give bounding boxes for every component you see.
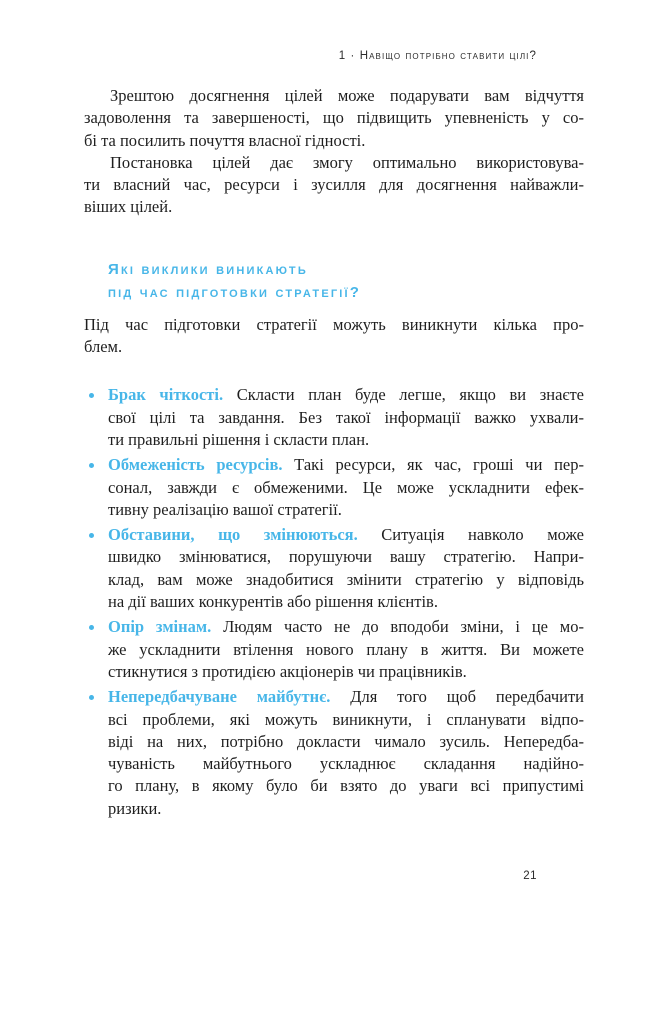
list-item-line: Опір змінам. Людям часто не до вподоби зміни, і це мо- [108, 617, 584, 637]
paragraph-line: блем. [84, 337, 123, 357]
paragraph [84, 152, 584, 219]
list-item-lead: Обставини, що змінюються. [108, 525, 358, 545]
bullet-icon [89, 393, 94, 398]
list-item-lead: Опір змінам. [108, 617, 212, 637]
paragraph-line: Постановка цілей дає змогу оптимально використовува- [110, 152, 584, 172]
list-item-line: Брак чіткості. Скласти план буде легше, якщо ви знаєте [108, 385, 585, 405]
list-item-line: всі проблеми, які можуть виникнути, і спланувати відпо- [108, 709, 584, 729]
section-heading [84, 258, 584, 304]
bullet-list [84, 384, 584, 820]
list-item-line: сонал, завжди є обмеженими. Це може ускладнити ефек- [108, 477, 584, 497]
list-item [84, 384, 584, 451]
paragraph [84, 85, 584, 152]
list-item-line: на дії ваших конкурентів або рішення клієнтів. [108, 592, 438, 612]
list-item-line: го плану, в якому було би взято до уваги всі припустимі [108, 776, 584, 796]
bullet-icon [89, 695, 94, 700]
paragraph-line: бі та посилить почуття власної гідності. [84, 130, 366, 150]
list-item [84, 616, 584, 683]
list-item [84, 524, 584, 613]
list-item-line: тивну реалізацію вашої стратегії. [108, 499, 342, 519]
paragraph-line: віших цілей. [84, 197, 173, 217]
list-item-line: Обмеженість ресурсів. Такі ресурси, як час, гроші чи пер- [108, 455, 584, 475]
list-item-line: віді на них, потрібно докласти чимало зусиль. Непередба- [108, 731, 584, 751]
list-item [84, 686, 584, 820]
list-item-line: стикнутися з протидією акціонерів чи працівників. [108, 661, 467, 681]
list-item-line: клад, вам може знадобитися змінити стратегію у відповідь [108, 569, 584, 589]
paragraph-line: Під час підготовки стратегії можуть виникнути кілька про- [84, 314, 584, 334]
bullet-icon [89, 533, 94, 538]
bullet-icon [89, 625, 94, 630]
paragraph-line: Зрештою досягнення цілей може подарувати вам відчуття [110, 86, 584, 105]
list-item-lead: Непередбачуване майбутнє. [108, 687, 331, 707]
list-item-line: Обставини, що змінюються. Ситуація навколо може [108, 525, 584, 545]
page-number: 21 [523, 870, 537, 882]
section-heading-line: під час підготовки стратегії? [108, 283, 362, 301]
bullet-icon [89, 463, 94, 468]
list-item [84, 454, 584, 521]
list-item-lead: Обмеженість ресурсів. [108, 455, 283, 475]
list-item-lead: Брак чіткості. [108, 385, 224, 405]
list-item-line: ризики. [108, 798, 162, 818]
list-item-line: же ускладнити втілення нового плану в життя. Ви можете [108, 639, 584, 659]
paragraph-line: ти власний час, ресурси і зусилля для досягнення найважли- [84, 175, 584, 195]
paragraph [84, 314, 584, 359]
list-item-line: Непередбачуване майбутнє. Для того щоб передбачити [108, 687, 584, 707]
running-header: 1 · Навіщо потрібно ставити цілі? [338, 50, 537, 62]
text-column [84, 85, 584, 823]
section-heading-line: Які виклики виникають [108, 260, 308, 278]
paragraph-line: задоволення та завершеності, що підвищить упевненість у со- [84, 108, 584, 128]
list-item-line: чуваність майбутнього ускладнює складання надійно- [108, 754, 584, 774]
list-item-line: швидко змінюватися, порушуючи вашу стратегію. Напри- [108, 547, 584, 567]
list-item-line: ти правильні рішення і скласти план. [108, 429, 370, 449]
list-item-line: свої цілі та завдання. Без такої інформації важко ухвали- [108, 407, 584, 427]
